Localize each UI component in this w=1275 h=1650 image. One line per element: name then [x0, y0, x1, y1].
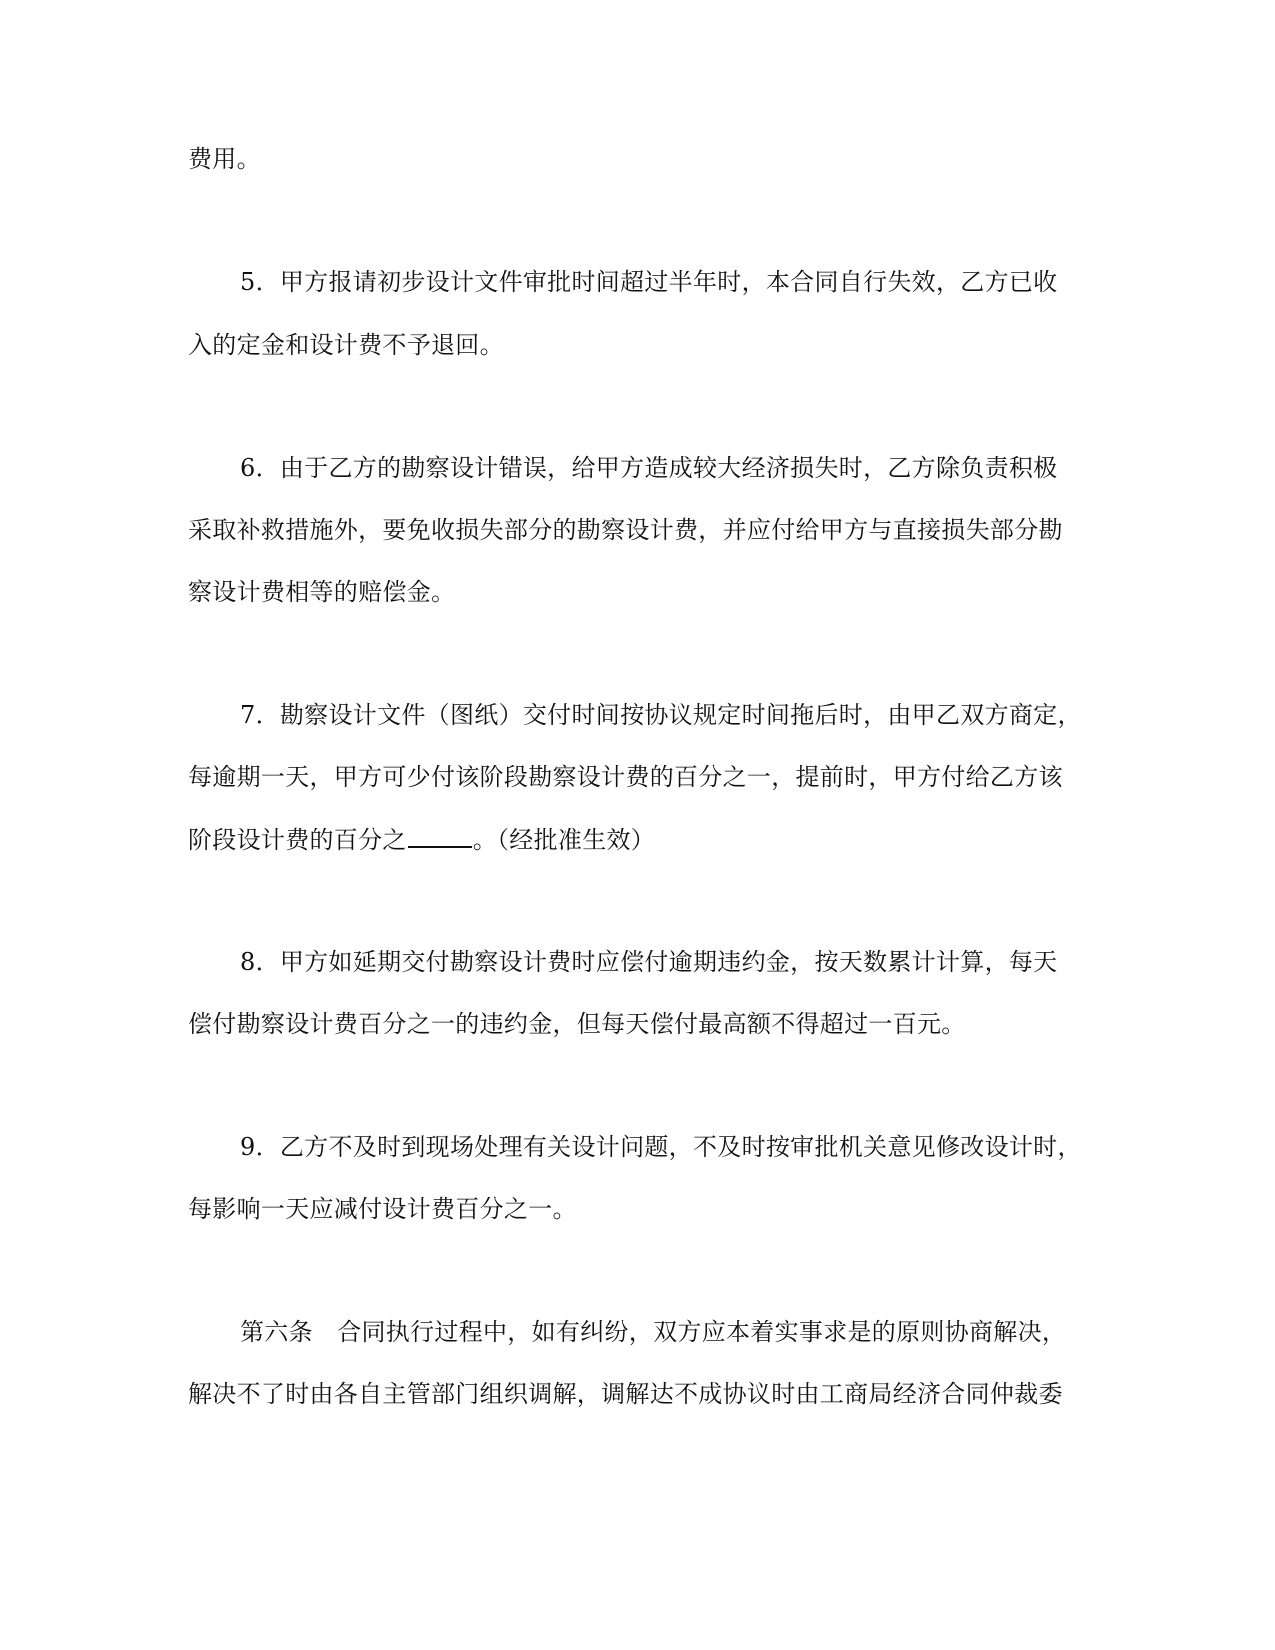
clause-8-line-2: 偿付勘察设计费百分之一的违约金，但每天偿付最高额不得超过一百元。: [188, 1010, 966, 1038]
clause-5-line-2: 入的定金和设计费不予退回。: [188, 331, 504, 359]
clause-7-line-2: 每逾期一天，甲方可少付该阶段勘察设计费的百分之一，提前时，甲方付给乙方该: [188, 763, 1063, 791]
clause-5-line-1: 5．甲方报请初步设计文件审批时间超过半年时，本合同自行失效，乙方已收: [240, 268, 1058, 296]
clause-7-line-3: [188, 824, 655, 855]
article-6-line-1: 第六条 合同执行过程中，如有纠纷，双方应本着实事求是的原则协商解决，: [240, 1318, 1067, 1346]
clause-9-line-1: 9．乙方不及时到现场处理有关设计问题，不及时按审批机关意见修改设计时，: [240, 1133, 1082, 1161]
clause-6-line-2: 采取补救措施外，要免收损失部分的勘察设计费，并应付给甲方与直接损失部分勘: [188, 516, 1063, 544]
clause-8-line-1: 8．甲方如延期交付勘察设计费时应偿付逾期违约金，按天数累计计算，每天: [240, 948, 1058, 976]
paragraph-line: 费用。: [188, 145, 261, 173]
clause-7-text-before-blank: 阶段设计费的百分之: [188, 826, 407, 854]
clause-6-line-3: 察设计费相等的赔偿金。: [188, 578, 456, 606]
clause-7-line-1: 7．勘察设计文件（图纸）交付时间按协议规定时间拖后时，由甲乙双方商定，: [240, 701, 1082, 729]
clause-7-text-after-blank: 。（经批准生效）: [472, 826, 656, 854]
fill-in-blank: [408, 824, 472, 848]
article-6-line-2: 解决不了时由各自主管部门组织调解，调解达不成协议时由工商局经济合同仲裁委: [188, 1380, 1063, 1408]
clause-6-line-1: 6．由于乙方的勘察设计错误，给甲方造成较大经济损失时，乙方除负责积极: [240, 454, 1058, 482]
clause-9-line-2: 每影响一天应减付设计费百分之一。: [188, 1195, 577, 1223]
